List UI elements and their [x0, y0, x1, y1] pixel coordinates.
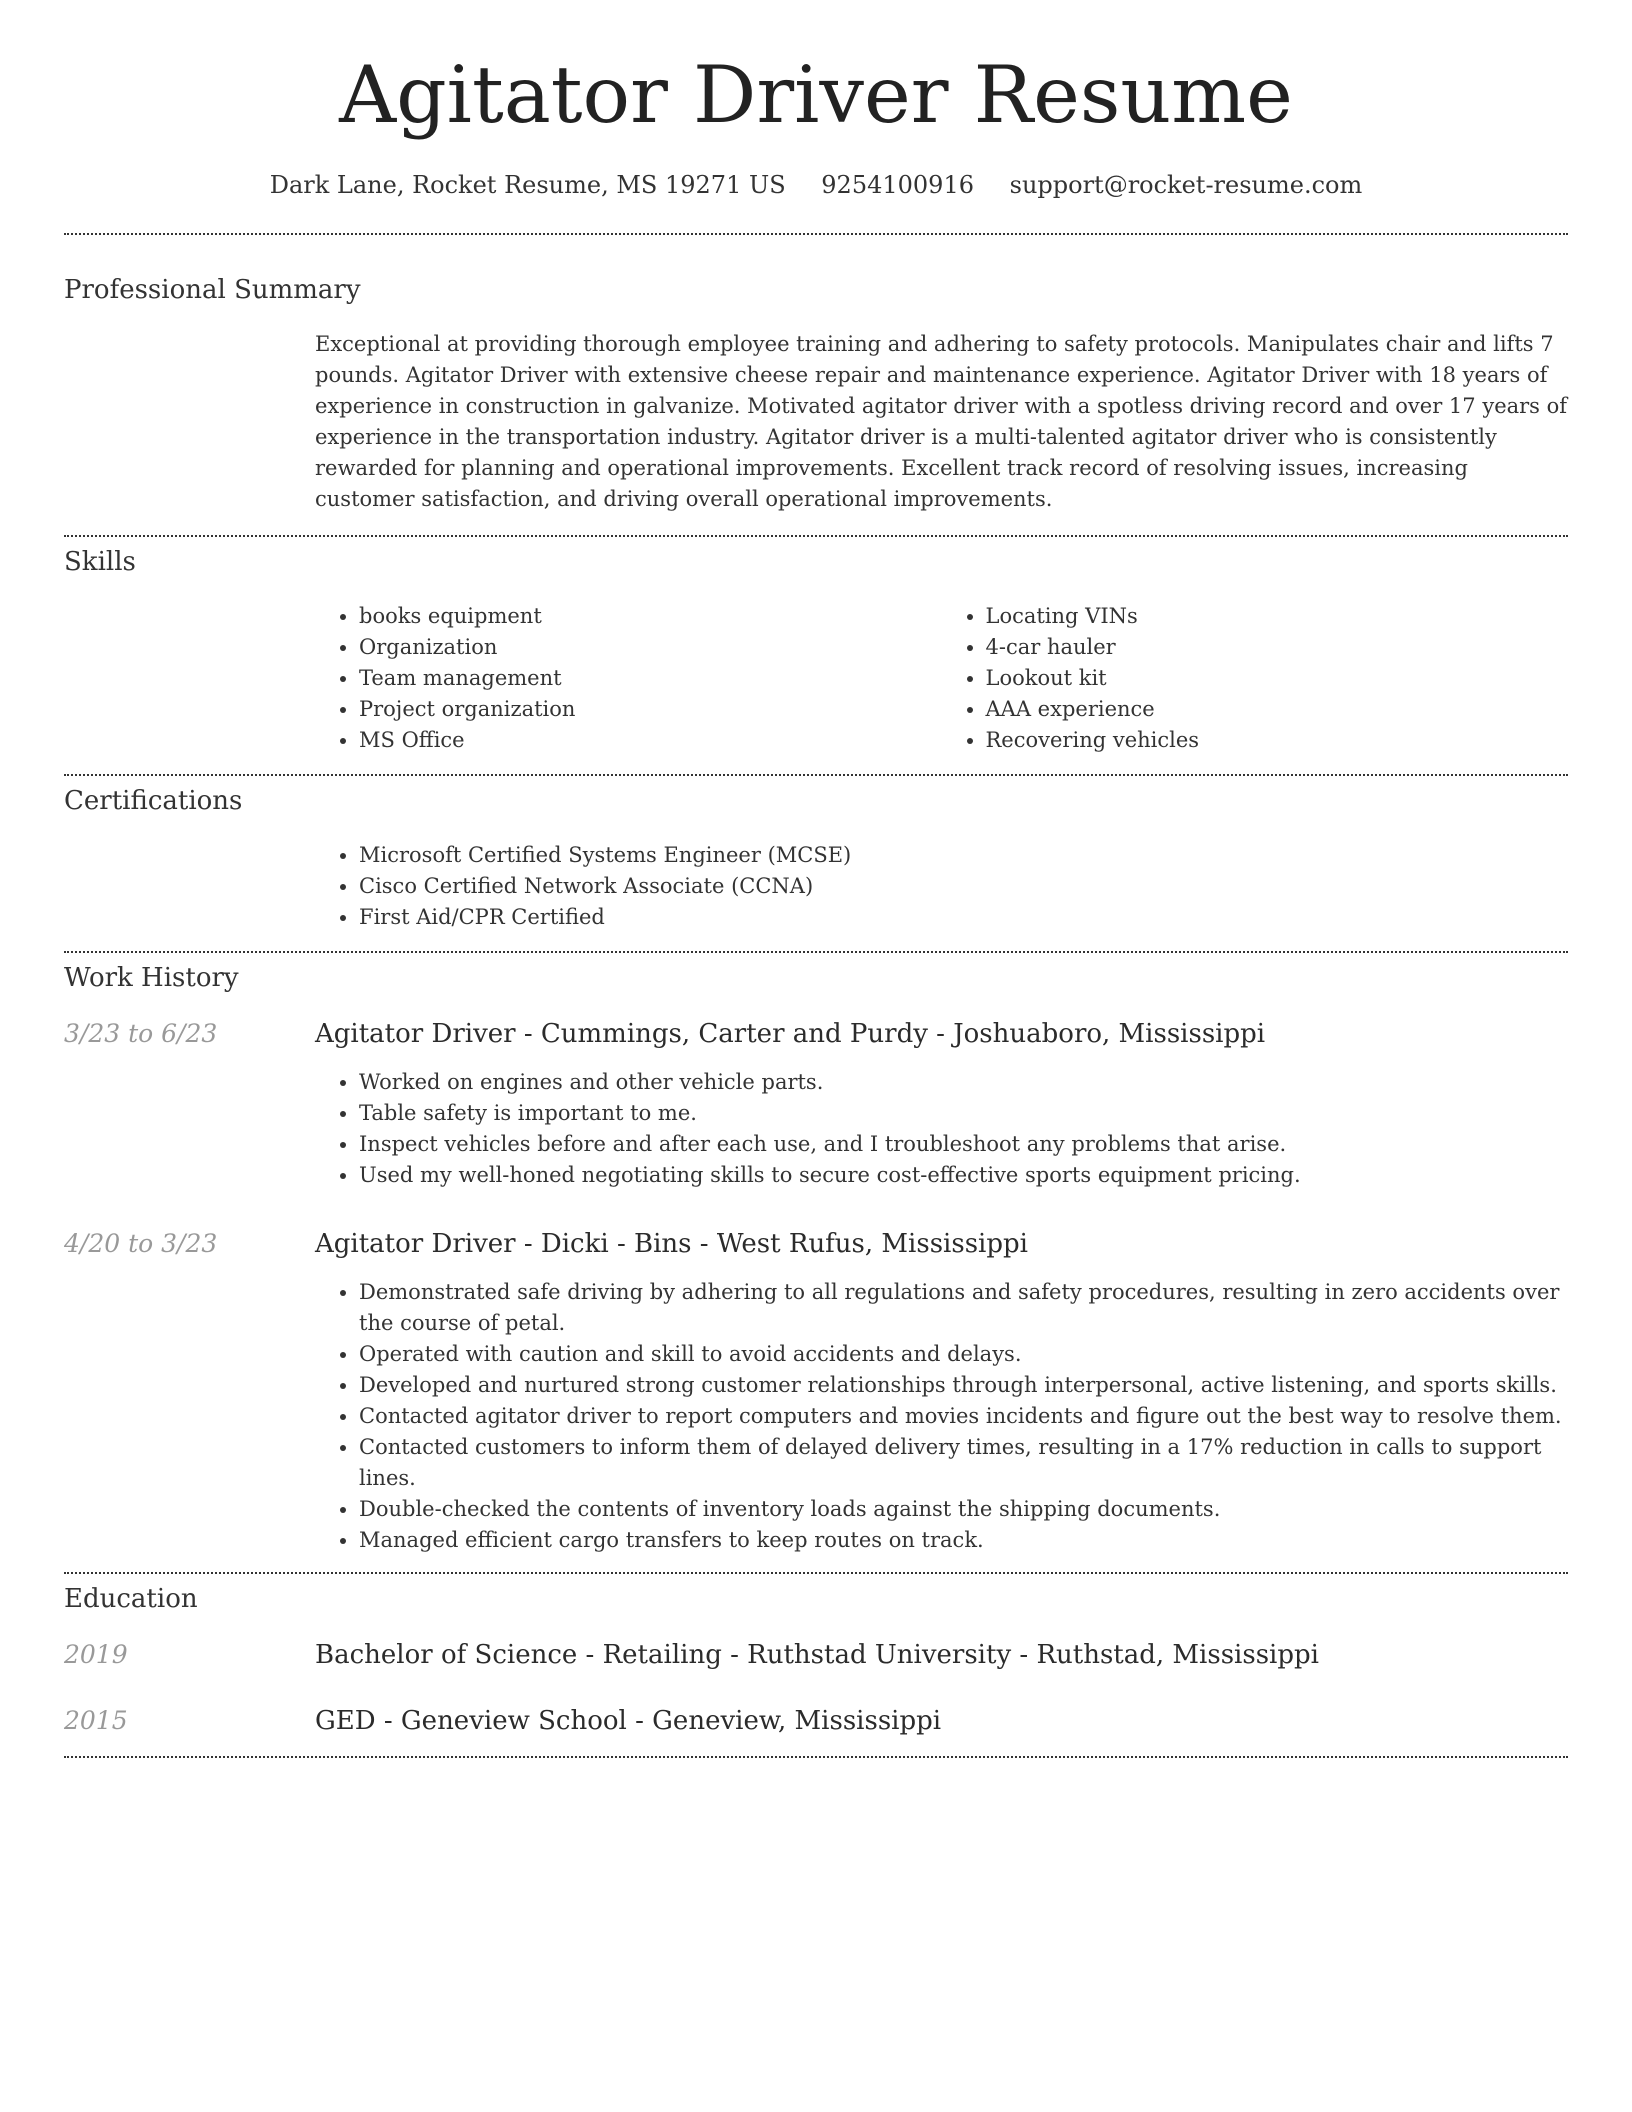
- job-entry: [64, 1019, 1568, 1191]
- skill-item: • 4-car hauler: [986, 632, 1569, 663]
- job-dates: 4/20 to 3/23: [64, 1229, 218, 1258]
- skill-item: • Organization: [359, 632, 942, 663]
- certifications-list: [315, 840, 1568, 933]
- skill-item: • AAA experience: [986, 694, 1569, 725]
- contact-email: support@rocket-resume.com: [1009, 171, 1363, 199]
- summary-section: [64, 235, 1568, 515]
- resume-title: Agitator Driver Resume: [339, 49, 1293, 141]
- certification-item: • Microsoft Certified Systems Engineer (MCSE): [359, 840, 1568, 871]
- summary-text: Exceptional at providing thorough employee training and adhering to safety protocols. Manipulates chair and lifts 7 pounds. Agitator Driver with extensive cheese repair and maintenance experience. Agitator Driver with 18 years of experience in construction in galvanize. Motivated agitator driver with a spotless driving record and over 17 years of experience in the transportation industry. Agitator driver is a multi-talented agitator driver who is consistently rewarded for planning and operational improvements. Excellent track record of resolving issues, increasing customer satisfaction, and driving overall operational improvements.: [315, 332, 1568, 511]
- education-detail: GED - Geneview School - Geneview, Mississippi: [315, 1706, 942, 1736]
- divider: [64, 1756, 1568, 1758]
- job-bullets: [315, 1067, 1568, 1191]
- certifications-content: [315, 840, 1568, 933]
- skill-item: • books equipment: [359, 601, 942, 632]
- skills-grid: [315, 601, 1568, 756]
- job-bullet: • Demonstrated safe driving by adhering to all regulations and safety procedures, resulting in zero accidents over the course of petal.: [359, 1277, 1568, 1339]
- certification-item: • First Aid/CPR Certified: [359, 902, 1568, 933]
- skill-item: • Recovering vehicles: [986, 725, 1569, 756]
- summary-heading: Professional Summary: [64, 275, 361, 305]
- job-dates: 3/23 to 6/23: [64, 1019, 218, 1048]
- education-heading: Education: [64, 1584, 198, 1614]
- job-details: [315, 1067, 1568, 1191]
- contact-line: [64, 171, 1568, 199]
- skill-item: • Locating VINs: [986, 601, 1569, 632]
- certifications-heading: Certifications: [64, 786, 243, 816]
- job-bullet: • Table safety is important to me.: [359, 1098, 1568, 1129]
- job-bullet: • Operated with caution and skill to avoid accidents and delays.: [359, 1339, 1568, 1370]
- education-year: 2015: [64, 1706, 128, 1735]
- job-entry: [64, 1229, 1568, 1556]
- education-section: [64, 1574, 1568, 1736]
- education-entry: [64, 1640, 1568, 1670]
- skills-list-right: [942, 601, 1569, 756]
- skills-list-left: [315, 601, 942, 756]
- education-entry: [64, 1706, 1568, 1736]
- skills-section: [64, 537, 1568, 756]
- certification-item: • Cisco Certified Network Associate (CCNA): [359, 871, 1568, 902]
- job-bullet: • Developed and nurtured strong customer relationships through interpersonal, active listening, and sports skills.: [359, 1370, 1568, 1401]
- job-bullet: • Inspect vehicles before and after each use, and I troubleshoot any problems that arise.: [359, 1129, 1568, 1160]
- skill-item: • Project organization: [359, 694, 942, 725]
- education-year: 2019: [64, 1640, 128, 1669]
- job-title: Agitator Driver - Dicki - Bins - West Rufus, Mississippi: [315, 1229, 1028, 1259]
- certifications-section: [64, 776, 1568, 933]
- job-bullet: • Contacted customers to inform them of delayed delivery times, resulting in a 17% reduction in calls to support lines.: [359, 1432, 1568, 1494]
- work-heading: Work History: [64, 963, 239, 993]
- job-bullets: [315, 1277, 1568, 1556]
- skills-heading: Skills: [64, 547, 136, 577]
- job-bullet: • Managed efficient cargo transfers to keep routes on track.: [359, 1525, 1568, 1556]
- education-detail: Bachelor of Science - Retailing - Ruthstad University - Ruthstad, Mississippi: [315, 1640, 1319, 1670]
- job-details: [315, 1277, 1568, 1556]
- job-bullet: • Used my well-honed negotiating skills to secure cost-effective sports equipment pricing.: [359, 1160, 1568, 1191]
- skill-item: • Team management: [359, 663, 942, 694]
- job-bullet: • Worked on engines and other vehicle parts.: [359, 1067, 1568, 1098]
- job-title: Agitator Driver - Cummings, Carter and Purdy - Joshuaboro, Mississippi: [315, 1019, 1266, 1049]
- skill-item: • Lookout kit: [986, 663, 1569, 694]
- contact-address: Dark Lane, Rocket Resume, MS 19271 US: [269, 171, 786, 199]
- work-section: [64, 953, 1568, 1556]
- skill-item: • MS Office: [359, 725, 942, 756]
- job-bullet: • Double-checked the contents of inventory loads against the shipping documents.: [359, 1494, 1568, 1525]
- job-header: [64, 1019, 1568, 1049]
- contact-phone: 9254100916: [821, 171, 974, 199]
- job-header: [64, 1229, 1568, 1259]
- job-bullet: • Contacted agitator driver to report computers and movies incidents and figure out the best way to resolve them.: [359, 1401, 1568, 1432]
